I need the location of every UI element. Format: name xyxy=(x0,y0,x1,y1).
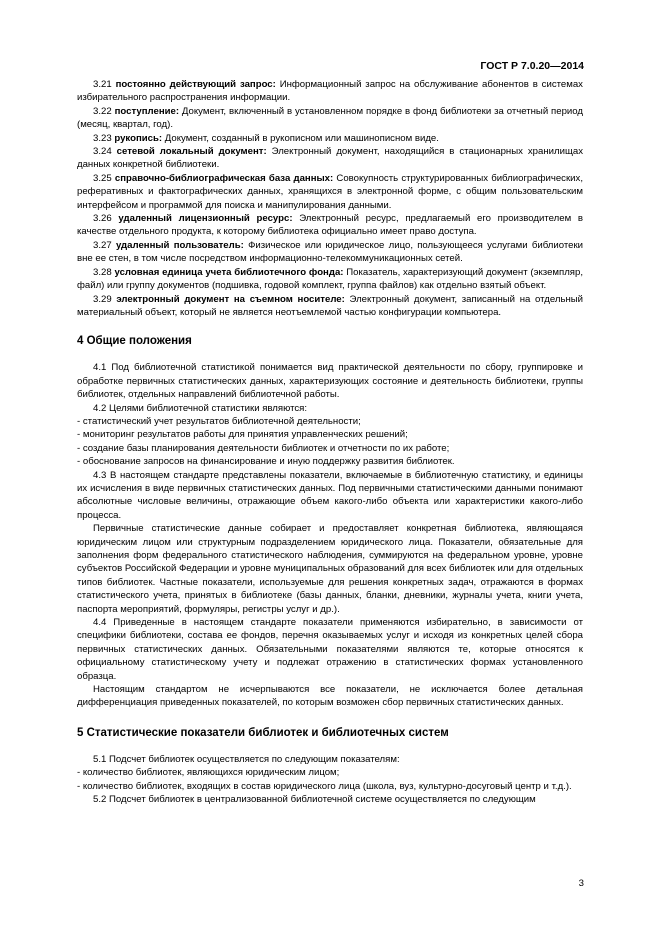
definition-term: электронный документ на съемном носителе: xyxy=(116,293,345,305)
definition-number: 3.26 xyxy=(93,213,112,225)
definition-item xyxy=(77,212,583,239)
paragraph: Настоящим стандартом не исчерпываются все показатели, не исключается более детальная дифференциация приведенных показателей, по которым возможен сбор первичных статистических данных. xyxy=(77,684,583,709)
definition-term: справочно-библиографическая база данных: xyxy=(114,172,334,184)
definition-text: Электронный ресурс, предлагаемый его производителем в качестве отдельного продукта, к которому библиотека официально имеет право доступа. xyxy=(77,213,583,238)
definition-term: поступление: xyxy=(114,105,180,117)
document-code-header: ГОСТ Р 7.0.20—2014 xyxy=(480,60,584,72)
definition-item xyxy=(77,172,583,212)
definition-term: сетевой локальный документ: xyxy=(116,146,267,158)
definition-item xyxy=(77,266,583,293)
paragraph: 4.3 В настоящем стандарте представлены показатели, включаемые в библиотечную статистику, и единицы их исчисления в виде первичных статистических данных. Под первичными статистическими данными понимают абсолютные числовые величины, отражающие объем какого-либо объекта или характеристики какого-либо процесса. xyxy=(77,469,583,521)
definition-number: 3.23 xyxy=(93,132,112,144)
list-item: - создание базы планирования деятельности библиотек и отчетности по их работе; xyxy=(77,442,450,454)
definition-item xyxy=(77,239,583,266)
definition-number: 3.29 xyxy=(93,293,112,305)
section-5-heading: 5 Статистические показатели библиотек и библиотечных систем xyxy=(77,726,449,739)
section-5-body xyxy=(77,753,583,807)
definition-number: 3.28 xyxy=(93,266,112,278)
definition-text: Физическое или юридическое лицо, пользующееся услугами библиотеки вне ее стен, в том числе посредством информационно-телекоммуникационных сетей. xyxy=(77,239,584,265)
definition-number: 3.24 xyxy=(93,146,112,158)
definitions-list xyxy=(77,78,583,319)
paragraph: - количество библиотек, являющихся юридическим лицом; xyxy=(77,767,340,779)
definition-item xyxy=(77,105,583,132)
definition-item xyxy=(77,145,583,172)
list-item: - обоснование запросов на финансирование и иную поддержку развития библиотек. xyxy=(77,456,455,468)
definition-term: удаленный лицензионный ресурс: xyxy=(118,213,293,225)
definition-text: Электронный документ, записанный на отдельный материальный объект, который не является неотъемлемой частью конфигурации компьютера. xyxy=(77,293,583,318)
definition-text: Электронный документ, находящийся в стационарных хранилищах данных конкретной библиотеки. xyxy=(77,146,583,171)
definition-text: Совокупность структурированных библиографических, реферативных и фактографических данных, хранящихся в электронной форме, с общим пользовательским интерфейсом и программой для поиска и манипулирования данными. xyxy=(77,172,583,211)
definition-text: Документ, включенный в установленном порядке в фонд библиотеки за отчетный период (месяц, квартал, год). xyxy=(77,105,584,131)
paragraph: 5.2 Подсчет библиотек в централизованной библиотечной системе осуществляется по следующим xyxy=(93,794,536,806)
paragraph: 4.4 Приведенные в настоящем стандарте показатели применяются избирательно, в зависимости от специфики библиотеки, состава ее фондов, перечня оказываемых услуг и исходя из конкретных целей сбора первичных статистических данных. Обязательными показателями являются те, которые относятся к официальному статистическому учету и подлежат отражению в статистических формах установленного образца. xyxy=(77,617,583,682)
definition-term: условная единица учета библиотечного фонда: xyxy=(114,266,344,278)
paragraph: - количество библиотек, входящих в состав юридического лица (школа, вуз, культурно-досуговый центр и т.д.). xyxy=(77,780,572,792)
paragraph: 4.1 Под библиотечной статистикой понимается вид практической деятельности по сбору, группировке и обработке первичных статистических данных, характеризующих состояние и деятельность библиотеки, группы библиотек, отдельных направлений библиотечной работы. xyxy=(77,362,583,401)
definition-number: 3.25 xyxy=(93,172,112,184)
definition-text: Информационный запрос на обслуживание абонентов в системах избирательного распространения информации. xyxy=(77,79,583,104)
document-body xyxy=(77,78,583,807)
list-item: - мониторинг результатов работы для принятия управленческих решений; xyxy=(77,429,408,441)
paragraph: 4.2 Целями библиотечной статистики являются: xyxy=(93,402,308,414)
definition-term: постоянно действующий запрос: xyxy=(115,79,276,90)
definition-item xyxy=(77,293,583,320)
definition-text: Документ, созданный в рукописном или машинописном виде. xyxy=(162,132,439,144)
definition-item xyxy=(77,132,583,145)
definition-term: удаленный пользователь: xyxy=(115,239,244,251)
definition-number: 3.21 xyxy=(93,79,112,90)
definition-term: рукопись: xyxy=(114,132,163,144)
paragraph: Первичные статистические данные собирает и предоставляет конкретная библиотека, являющаяся юридическим лицом или структурным подразделением юридического лица. Показатели, обязательные для заполнения форм федерального статистического наблюдения, суммируются на федеральном уровне, уровне субъектов Российской Федерации и уровне муниципальных образований для всех библиотек или для отдельных типов библиотек. Частные показатели, используемые для решения конкретных задач, отражаются в формах статистического учета, принятых в библиотеке (базы данных, бланки, дневники, журналы учета, книги учета, паспорта мероприятий, формуляры, регистры услуг и др.). xyxy=(77,523,583,615)
definition-number: 3.22 xyxy=(93,105,112,117)
page-number: 3 xyxy=(578,878,584,889)
list-item: - статистический учет результатов библиотечной деятельности; xyxy=(77,415,361,427)
definition-number: 3.27 xyxy=(93,239,112,251)
definition-item xyxy=(77,78,583,105)
section-4-heading: 4 Общие положения xyxy=(77,335,192,348)
section-4-body xyxy=(77,361,583,710)
definition-text: Показатель, характеризующий документ (экземпляр, файл) или группу документов (подшивка, годовой комплект, группа файлов) как отдельно взятый объект. xyxy=(77,266,583,292)
paragraph: 5.1 Подсчет библиотек осуществляется по следующим показателям: xyxy=(93,753,400,765)
